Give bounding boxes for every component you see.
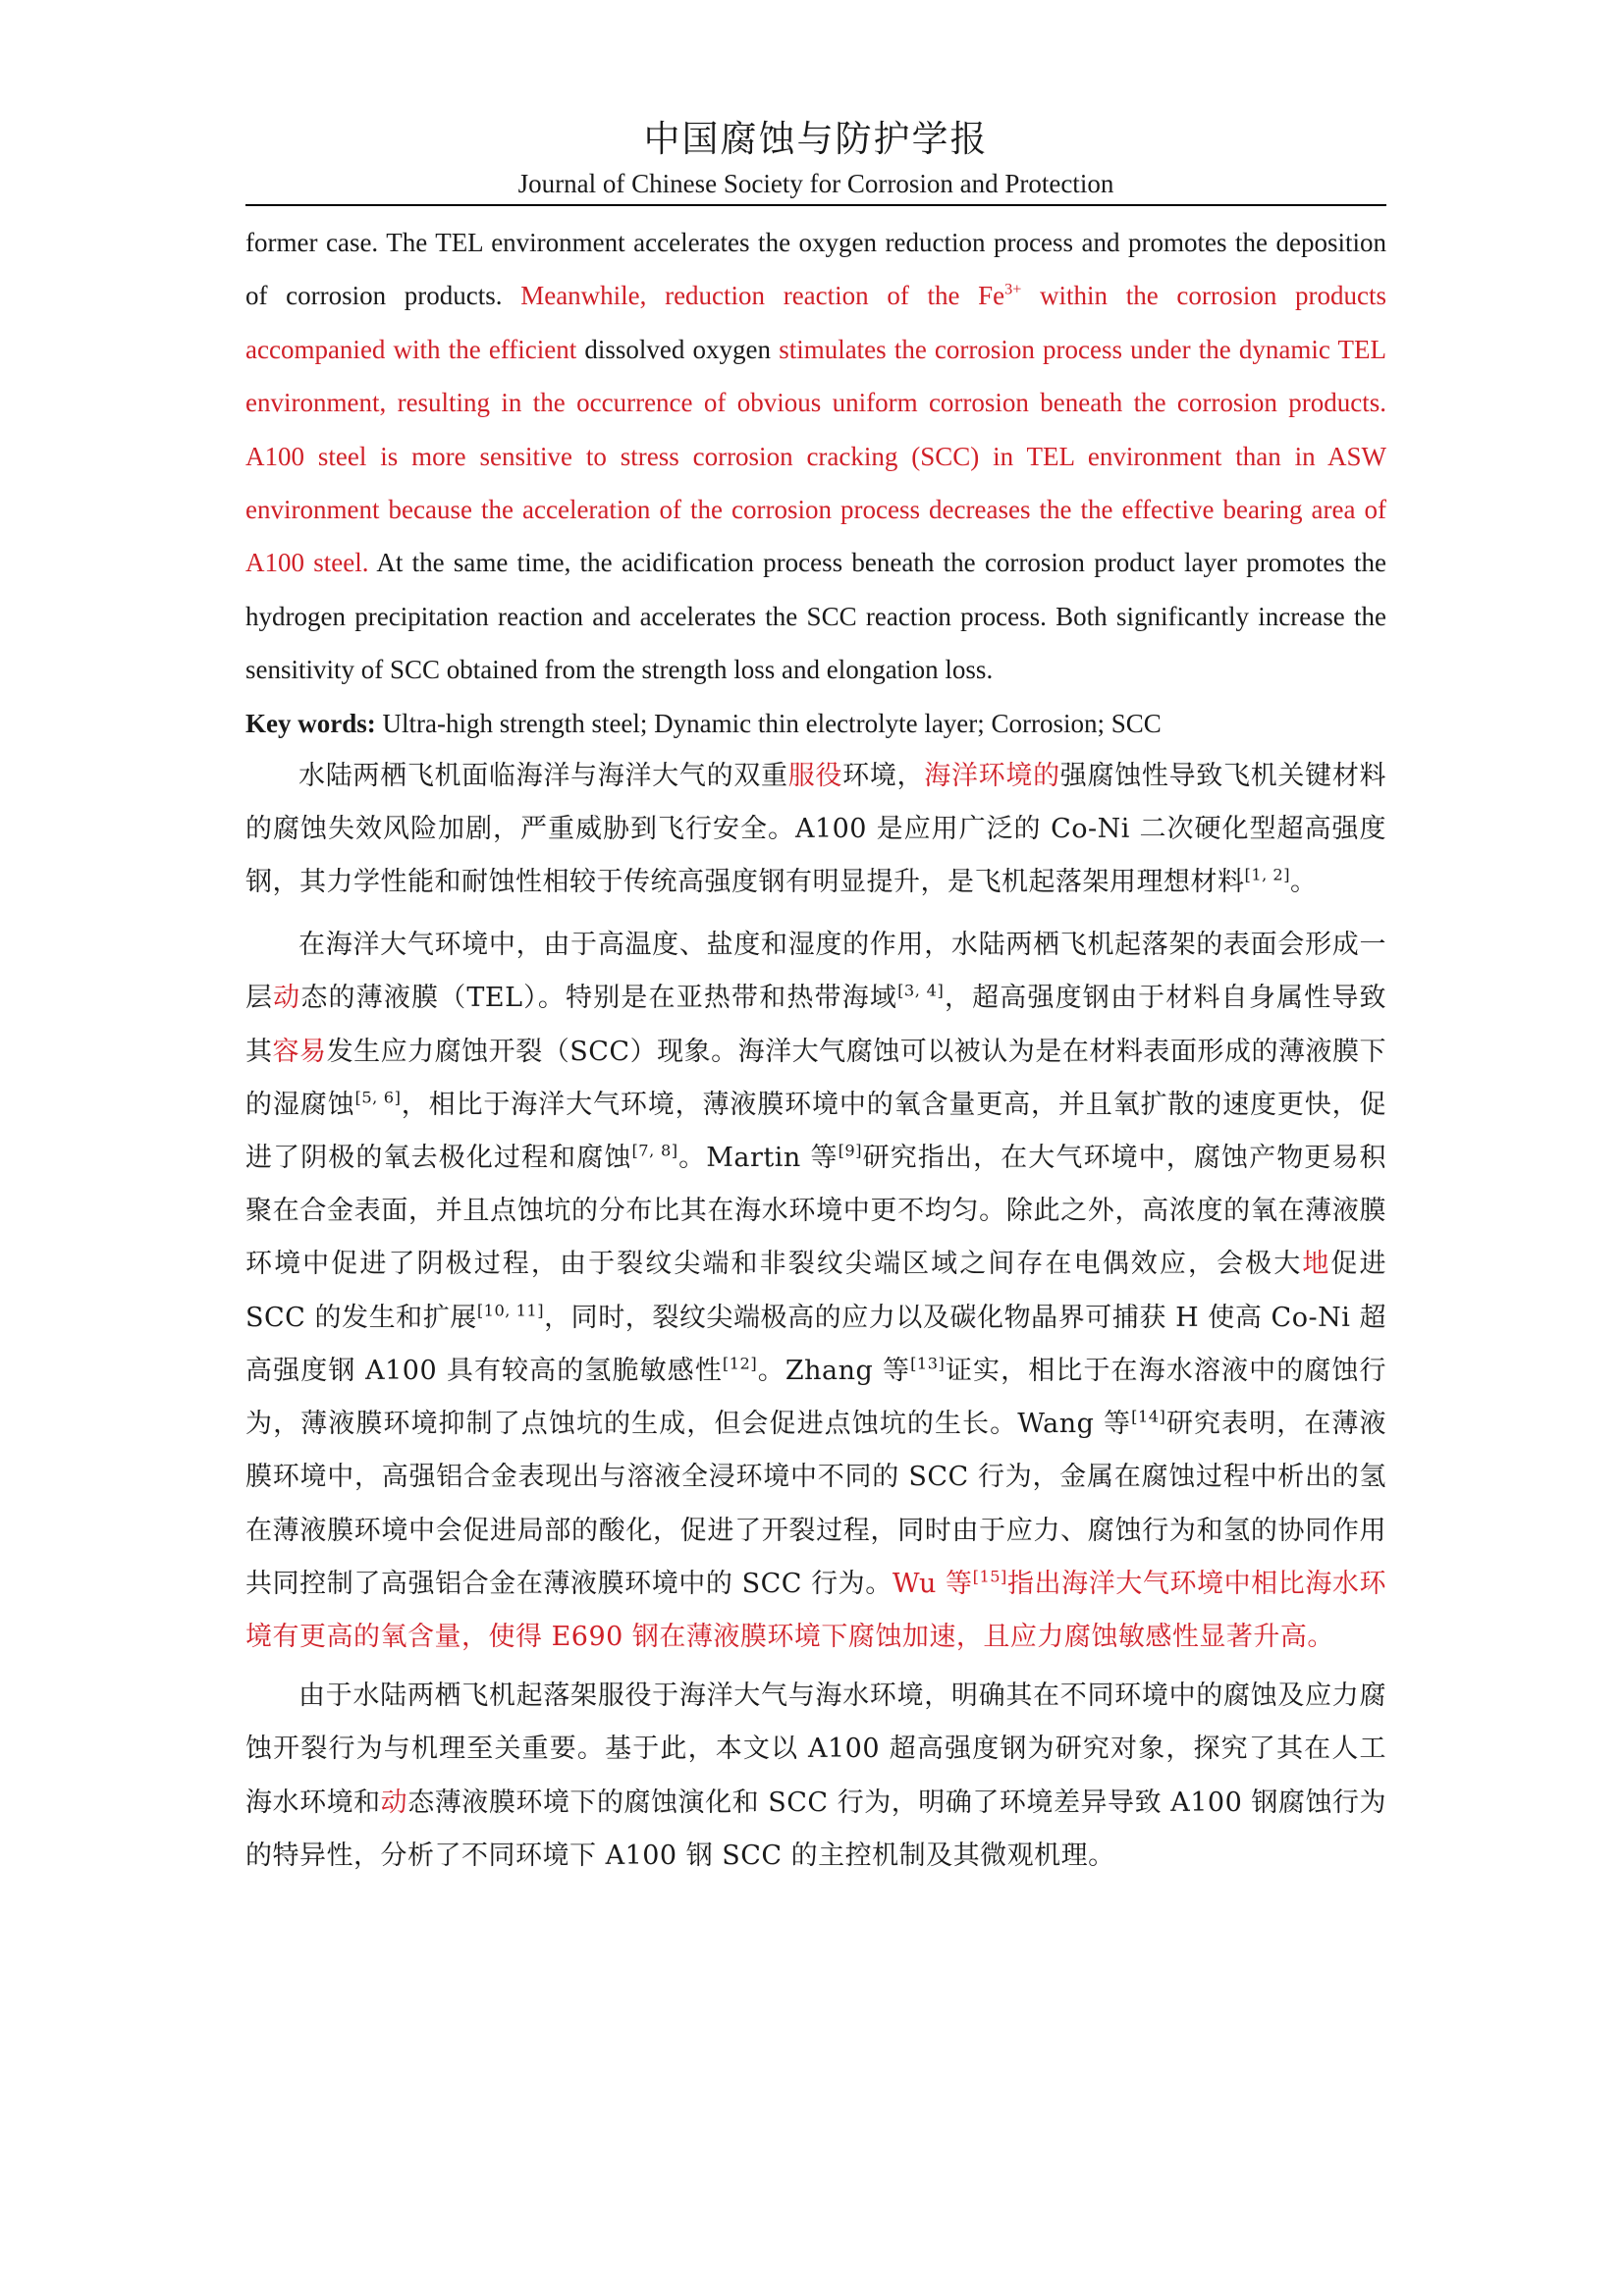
abstract-sentence: former case. The TEL environment accelerates the oxygen reduction process and promotes the deposition of corrosion products. (245, 228, 1386, 311)
paragraph-1 (245, 750, 1386, 910)
highlight-run: 容易 (272, 1036, 327, 1067)
citation: [12] (722, 1354, 758, 1373)
citation: [5, 6] (354, 1088, 402, 1107)
journal-header (245, 116, 1386, 200)
highlight-run: 地 (1302, 1249, 1331, 1280)
text-run: 发生应力腐蚀开裂（SCC）现象。海洋大气腐蚀可以被认为是在材料表面形成的薄液膜下的湿腐蚀 (245, 1036, 1387, 1120)
highlight-run: 海洋环境的 (924, 760, 1060, 791)
journal-title-cn: 中国腐蚀与防护学报 (643, 118, 989, 160)
text-run: 证实，相比于在海水溶液中的腐蚀行为，薄液膜环境抑制了点蚀坑的生成，但会促进点蚀坑的生长。Wang 等 (245, 1355, 1387, 1440)
citation: [3, 4] (897, 981, 945, 1000)
abstract-highlight: within the corrosion products accompanied with the efficient (245, 281, 1386, 364)
journal-title-en: Journal of Chinese Society for Corrosion and Protection (517, 169, 1114, 198)
article-body (245, 216, 1386, 1883)
paragraph-3 (245, 1670, 1386, 1883)
highlight-run: 指出海洋大气环境中相比海水环境有更高的氧含量，使得 E690 钢在薄液膜环境下腐蚀加速，且应力腐蚀敏感性显著升高。 (245, 1568, 1387, 1652)
abstract-text (245, 216, 1386, 697)
citation: [10, 11] (476, 1301, 545, 1320)
keywords-text: Ultra-high strength steel; Dynamic thin electrolyte layer; Corrosion; SCC (375, 708, 1162, 738)
citation: [7, 8] (631, 1141, 678, 1160)
text-run: 由于水陆两栖飞机起落架服役于海洋大气与海水环境，明确其在不同环境中的腐蚀及应力腐蚀开裂行为与机理至关重要。基于此，本文以 A100 超高强度钢为研究对象，探究了其在人工海水环境和 (245, 1681, 1386, 1818)
text-run: 研究表明，在薄液膜环境中，高强铝合金表现出与溶液全浸环境中不同的 SCC 行为，金属在腐蚀过程中析出的氢在薄液膜环境中会促进局部的酸化，促进了开裂过程，同时由于应力、腐蚀行为和氢的协同作用共同控制了高强铝合金在薄液膜环境中的 SCC 行为。 (245, 1409, 1386, 1599)
abstract-sentence: At the same time, the acidification process beneath the corrosion product layer promotes the hydrogen precipitation reaction and accelerates the SCC reaction process. Both significantly increase the sensitivity of SCC obtained from the strength loss and elongation loss. (245, 548, 1386, 685)
highlight-run: 服役 (787, 760, 843, 791)
text-run: 态的薄液膜（TEL）。特别是在亚热带和热带海域 (300, 983, 898, 1014)
text-run: 在海洋大气环境中，由于高温度、盐度和湿度的作用，水陆两栖飞机起落架的表面会形成一层 (245, 930, 1386, 1014)
citation: [15] (972, 1567, 1007, 1586)
text-run: 促进 SCC 的发生和扩展 (245, 1249, 1387, 1333)
highlight-run: Wu 等 (892, 1568, 973, 1599)
text-run: 。 (1290, 867, 1318, 898)
text-run: 水陆两栖飞机面临海洋与海洋大气的双重 (298, 760, 788, 791)
text-run: 态薄液膜环境下的腐蚀演化和 SCC 行为，明确了环境差异导致 A100 钢腐蚀行为的特异性，分析了不同环境下 A100 钢 SCC 的主控机制及其微观机理。 (245, 1787, 1387, 1871)
text-run: ，同时，裂纹尖端极高的应力以及碳化物晶界可捕获 H 使高 Co-Ni 超高强度钢 A100 具有较高的氢脆敏感性 (245, 1302, 1386, 1386)
citation: [9] (838, 1141, 863, 1160)
paragraph-2 (245, 919, 1386, 1664)
text-run: 研究指出，在大气环境中，腐蚀产物更易积聚在合金表面，并且点蚀坑的分布比其在海水环境中更不均匀。除此之外，高浓度的氧在薄液膜环境中促进了阴极过程，由于裂纹尖端和非裂纹尖端区域之间存在电偶效应，会极大 (245, 1143, 1387, 1280)
header-rule (245, 204, 1386, 206)
citation: [1, 2] (1244, 865, 1291, 884)
abstract-sentence: dissolved oxygen (576, 334, 780, 364)
abstract-highlight: stimulates the corrosion process under the dynamic TEL environment, resulting in the occurrence of obvious uniform corrosion beneath the corrosion products. A100 steel is more sensitive to stress corrosion cracking (SCC) in TEL environment than in ASW environment because the acceleration of the corrosion process decreases the the effective bearing area of A100 steel. (245, 334, 1386, 578)
text-run: 。Zhang 等 (757, 1355, 911, 1386)
citation: [13] (910, 1354, 946, 1373)
abstract-highlight: Meanwhile, reduction reaction of the Fe (520, 281, 1005, 311)
highlight-run: 动 (273, 983, 301, 1014)
text-run: 环境， (842, 760, 925, 791)
citation: [14] (1131, 1407, 1166, 1426)
text-run: 强腐蚀性导致飞机关键材料的腐蚀失效风险加剧，严重威胁到飞行安全。A100 是应用广泛的 Co-Ni 二次硬化型超高强度钢，其力学性能和耐蚀性相较于传统高强度钢有明显提升，是飞机起落架用理想材料 (245, 760, 1387, 898)
keywords-label: Key words: (245, 708, 376, 738)
text-run: ，超高强度钢由于材料自身属性导致其 (245, 983, 1387, 1067)
superscript: 3+ (1004, 280, 1022, 298)
highlight-run: 动 (380, 1787, 408, 1818)
text-run: ，相比于海洋大气环境，薄液膜环境中的氧含量更高，并且氧扩散的速度更快，促进了阴极的氧去极化过程和腐蚀 (245, 1089, 1387, 1174)
keywords (245, 697, 1386, 750)
text-run: 。Martin 等 (677, 1143, 839, 1174)
